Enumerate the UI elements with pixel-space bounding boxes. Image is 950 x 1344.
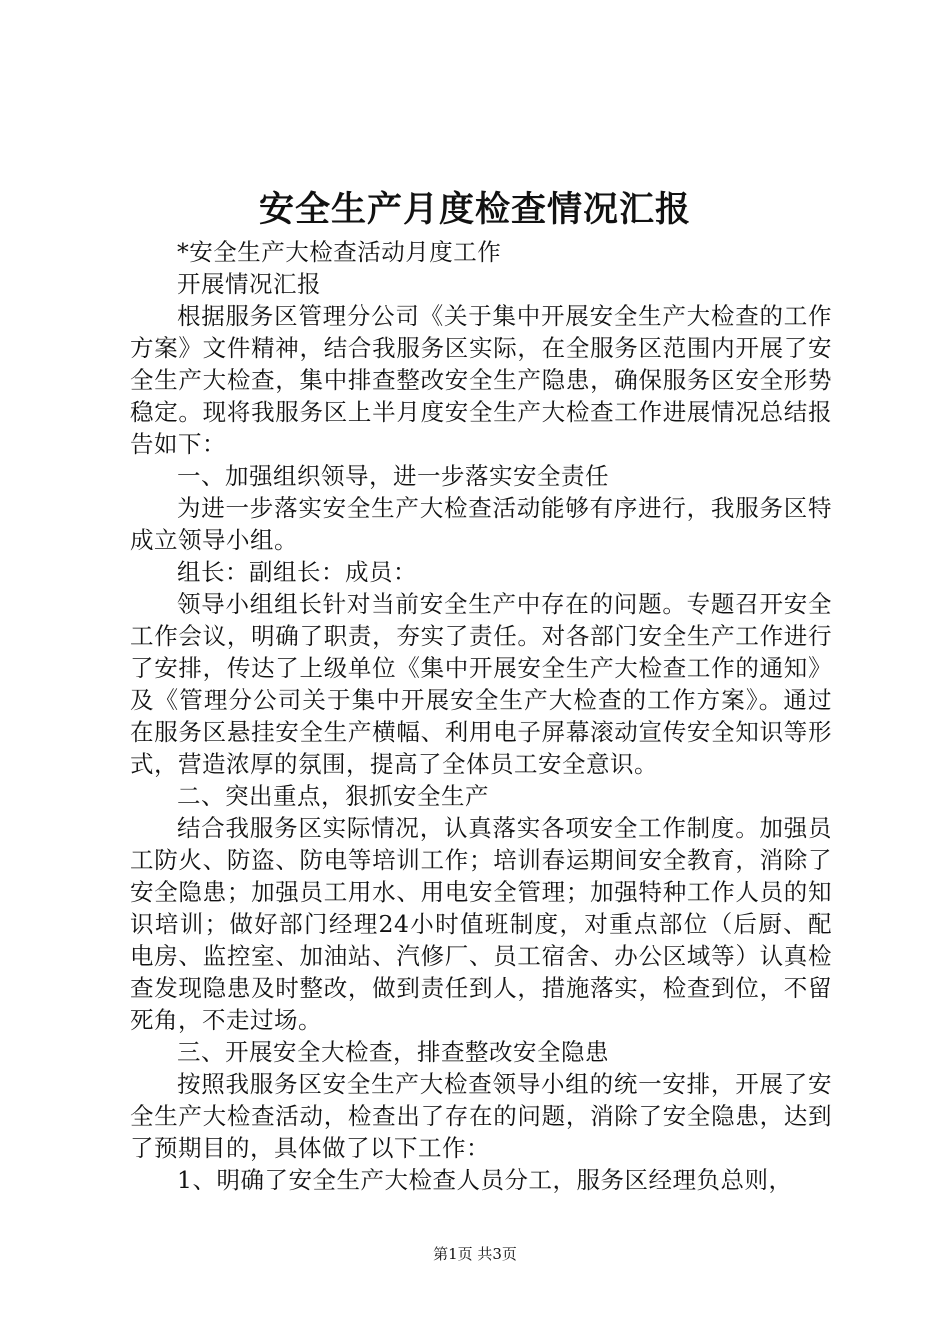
page-footer: 第1页 共3页 bbox=[433, 1245, 517, 1263]
paragraph-safety-measures: 结合我服务区实际情况，认真落实各项安全工作制度。加强员工防火、防盗、防电等培训工作；培训春运期间安全教育，消除了安全隐患；加强员工用水、用电安全管理；加强特种工作人员的知识培训；做好部门经理24小时值班制度，对重点部位（后厨、配电房、监控室、加油站、汽修厂、员工宿舍、办公区域等）认真检查发现隐患及时整改，做到责任到人，措施落实，检查到位，不留死角，不走过场。 bbox=[130, 814, 832, 1034]
section-heading-2: 二、突出重点，狠抓安全生产 bbox=[177, 782, 489, 810]
section-heading-1: 一、加强组织领导，进一步落实安全责任 bbox=[177, 462, 609, 490]
paragraph-intro: 根据服务区管理分公司《关于集中开展安全生产大检查的工作方案》文件精神，结合我服务区实际，在全服务区范围内开展了安全生产大检查，集中排查整改安全生产隐患，确保服务区安全形势稳定。现将我服务区上半月度安全生产大检查工作进展情况总结报告如下： bbox=[130, 302, 832, 458]
paragraph-subtitle-line-1: *安全生产大检查活动月度工作 bbox=[177, 238, 502, 266]
section-heading-3: 三、开展安全大检查，排查整改安全隐患 bbox=[177, 1038, 609, 1066]
paragraph-meeting: 领导小组组长针对当前安全生产中存在的问题。专题召开安全工作会议，明确了职责，夯实了责任。对各部门安全生产工作进行了安排，传达了上级单位《集中开展安全生产大检查工作的通知》及《管理分公司关于集中开展安全生产大检查的工作方案》。通过在服务区悬挂安全生产横幅、利用电子屏幕滚动宣传安全知识等形式，营造浓厚的氛围，提高了全体员工安全意识。 bbox=[130, 590, 832, 778]
document-title: 安全生产月度检查情况汇报 bbox=[258, 189, 691, 230]
paragraph-subtitle-line-2: 开展情况汇报 bbox=[177, 270, 321, 298]
paragraph-inspection: 按照我服务区安全生产大检查领导小组的统一安排，开展了安全生产大检查活动，检查出了存在的问题，消除了安全隐患，达到了预期目的，具体做了以下工作： bbox=[130, 1070, 832, 1162]
document-body bbox=[130, 236, 832, 1196]
paragraph-group-members: 组长：副组长：成员： bbox=[177, 558, 417, 586]
paragraph-item-1: 1、明确了安全生产大检查人员分工，服务区经理负总则， bbox=[177, 1166, 793, 1194]
paragraph-leadership-group: 为进一步落实安全生产大检查活动能够有序进行，我服务区特成立领导小组。 bbox=[130, 494, 832, 554]
